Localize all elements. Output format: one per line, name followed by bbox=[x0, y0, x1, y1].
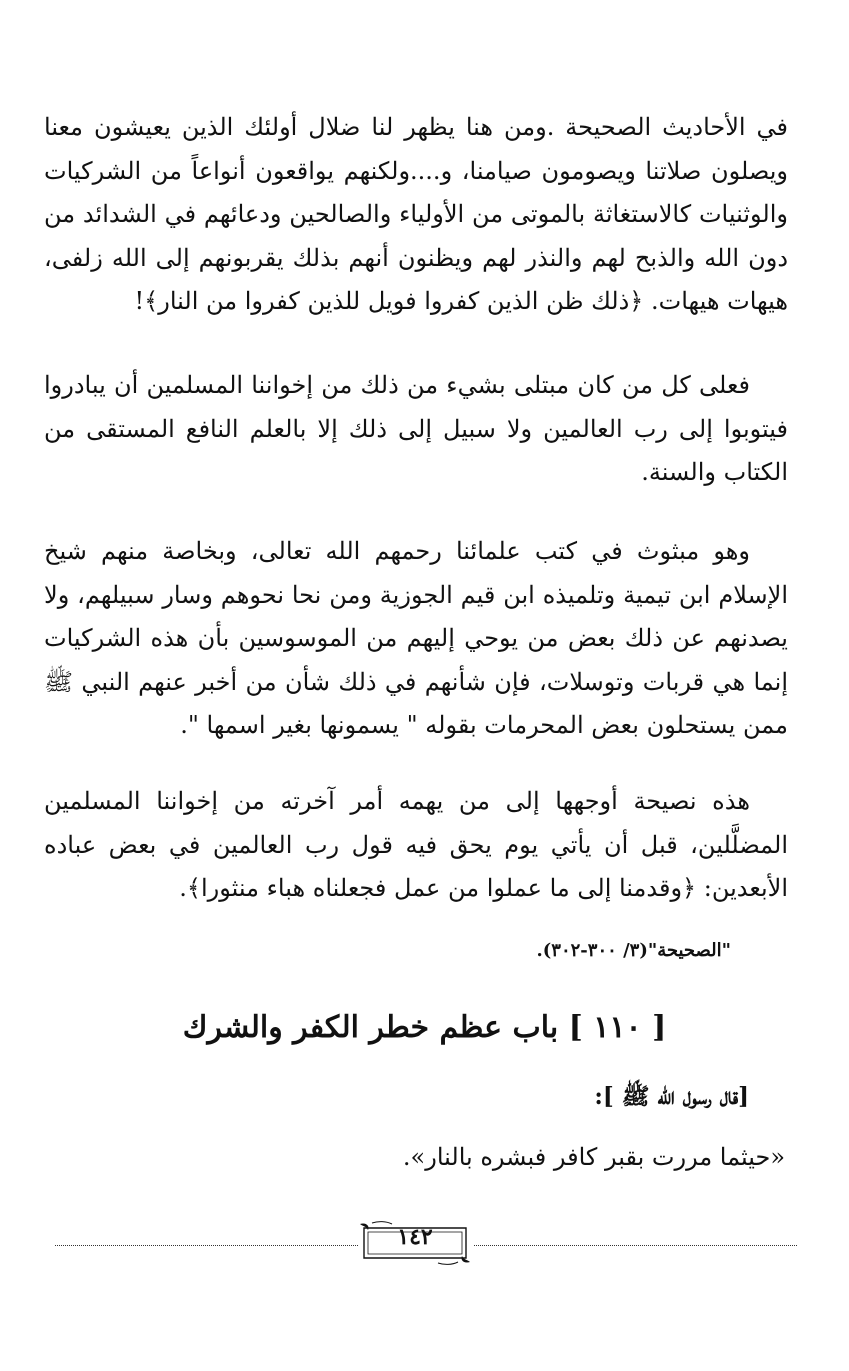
page-number: ١٤٢ bbox=[397, 1224, 433, 1250]
paragraph-1: في الأحاديث الصحيحة .ومن هنا يظهر لنا ضلال أولئك الذين يعيشون معنا ويصلون صلاتنا ويصومون صيامنا، و....ولكنهم يواقعون أنواعاً من الشركيات والوثنيات كالاستغاثة بالموتى من الأولياء والصالحين ودعائهم في الشدائد من دون الله والذبح لهم والنذر لهم ويظنون أنهم بذلك يقربونهم إلى الله زلفى، هيهات هيهات. ﴿ذلك ظن الذين كفروا فويل للذين كفروا من النار﴾! bbox=[44, 113, 788, 315]
footer-dotted-rule-right bbox=[474, 1245, 797, 1246]
hadith-heading: [قال رسول الله ﷺ ]: bbox=[594, 1083, 749, 1110]
source-citation: "الصحيحة"(٣/ ٣٠٠-٣٠٢). bbox=[536, 940, 731, 961]
chapter-title: [ ١١٠ ] باب عظم خطر الكفر والشرك bbox=[182, 1010, 667, 1045]
paragraph-2: فعلى كل من كان مبتلى بشيء من ذلك من إخواننا المسلمين أن يبادروا فيتوبوا إلى رب العالمين ولا سبيل إلى ذلك إلا بالعلم النافع المستقى من الكتاب والسنة. bbox=[44, 371, 788, 486]
footer-dotted-rule-left bbox=[55, 1245, 358, 1246]
paragraph-3: وهو مبثوث في كتب علمائنا رحمهم الله تعالى، وبخاصة منهم شيخ الإسلام ابن تيمية وتلميذه ابن قيم الجوزية ومن نحا نحوهم وسار سبيلهم، ولا يصدنهم عن ذلك بعض من يوحي إليهم من الموسوسين بأن هذه الشركيات إنما هي قربات وتوسلات، فإن شأنهم في ذلك شأن من أخبر عنهم النبي ﷺ ممن يستحلون بعض المحرمات بقوله " يسمونها بغير اسمها ". bbox=[44, 537, 788, 739]
hadith-text: «حيثما مررت بقبر كافر فبشره بالنار». bbox=[402, 1143, 785, 1171]
paragraph-4: هذه نصيحة أوجهها إلى من يهمه أمر آخرته من إخواننا المسلمين المضلَّلين، قبل أن يأتي يوم يحق فيه قول رب العالمين في بعض عباده الأبعدين: ﴿وقدمنا إلى ما عملوا من عمل فجعلناه هباء منثورا﴾. bbox=[44, 787, 788, 902]
